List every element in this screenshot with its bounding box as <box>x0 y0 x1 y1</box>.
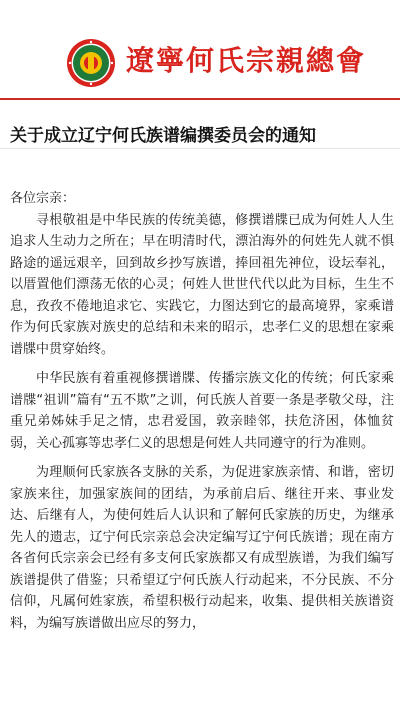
paragraph: 为理顺何氏家族各支脉的关系，为促进家族亲情、和谐，密切家族来往，加强家族间的团结，为承前启后、继往开来、事业发达、后继有人，为使何姓后人认识和了解何氏家族的历史，为继承先人的遗志，辽宁何氏宗亲总会决定编写辽宁何氏族谱；现在南方各省何氏宗亲会已经有多支何氏家族都又有成型族谱，为我们编写族谱提供了借鉴；只希望辽宁何氏族人行动起来，不分民族、不分信仰，凡属何姓家族，希望积极行动起来，收集、提供相关族谱资料，为编写族谱做出应尽的努力， <box>10 465 394 631</box>
paragraph: 寻根敬祖是中华民族的传统美德，修撰谱牒已成为何姓人人生追求人生动力之所在；早在明清时代，漂泊海外的何姓先人就不惧路途的遥远艰辛，回到故乡抄写族谱，捧回祖先神位，设坛奉礼，以厝置他们漂荡无依的心灵；何姓人世世代代以此为目标，生生不息，孜孜不倦地追求它、实践它，力图达到它的最高境界，家乘谱作为何氏家族对族史的总结和未来的昭示，忠孝仁义的思想在家乘谱牒中贯穿始终。 <box>10 212 394 357</box>
paragraph: 中华民族有着重视修撰谱牒、传播宗族文化的传统；何氏家乘谱牒“祖训”篇有“五不欺”之训，何氏族人首要一条是孝敬父母，注重兄弟姊妹手足之情，忠君爱国，敦亲睦邻，扶危济困，体恤贫弱，关心孤寡等忠孝仁义的思想是何姓人共同遵守的行为准则。 <box>10 371 394 451</box>
article-title: 关于成立辽宁何氏族谱编撰委员会的通知 <box>10 126 316 147</box>
title-divider <box>0 148 400 149</box>
article-body <box>10 188 394 642</box>
organization-name: 遼寧何氏宗親總會 <box>126 44 367 77</box>
site-header <box>0 0 400 92</box>
clan-association-emblem-icon[interactable] <box>66 38 116 88</box>
salutation: 各位宗亲： <box>10 191 76 206</box>
header-divider <box>0 98 400 100</box>
